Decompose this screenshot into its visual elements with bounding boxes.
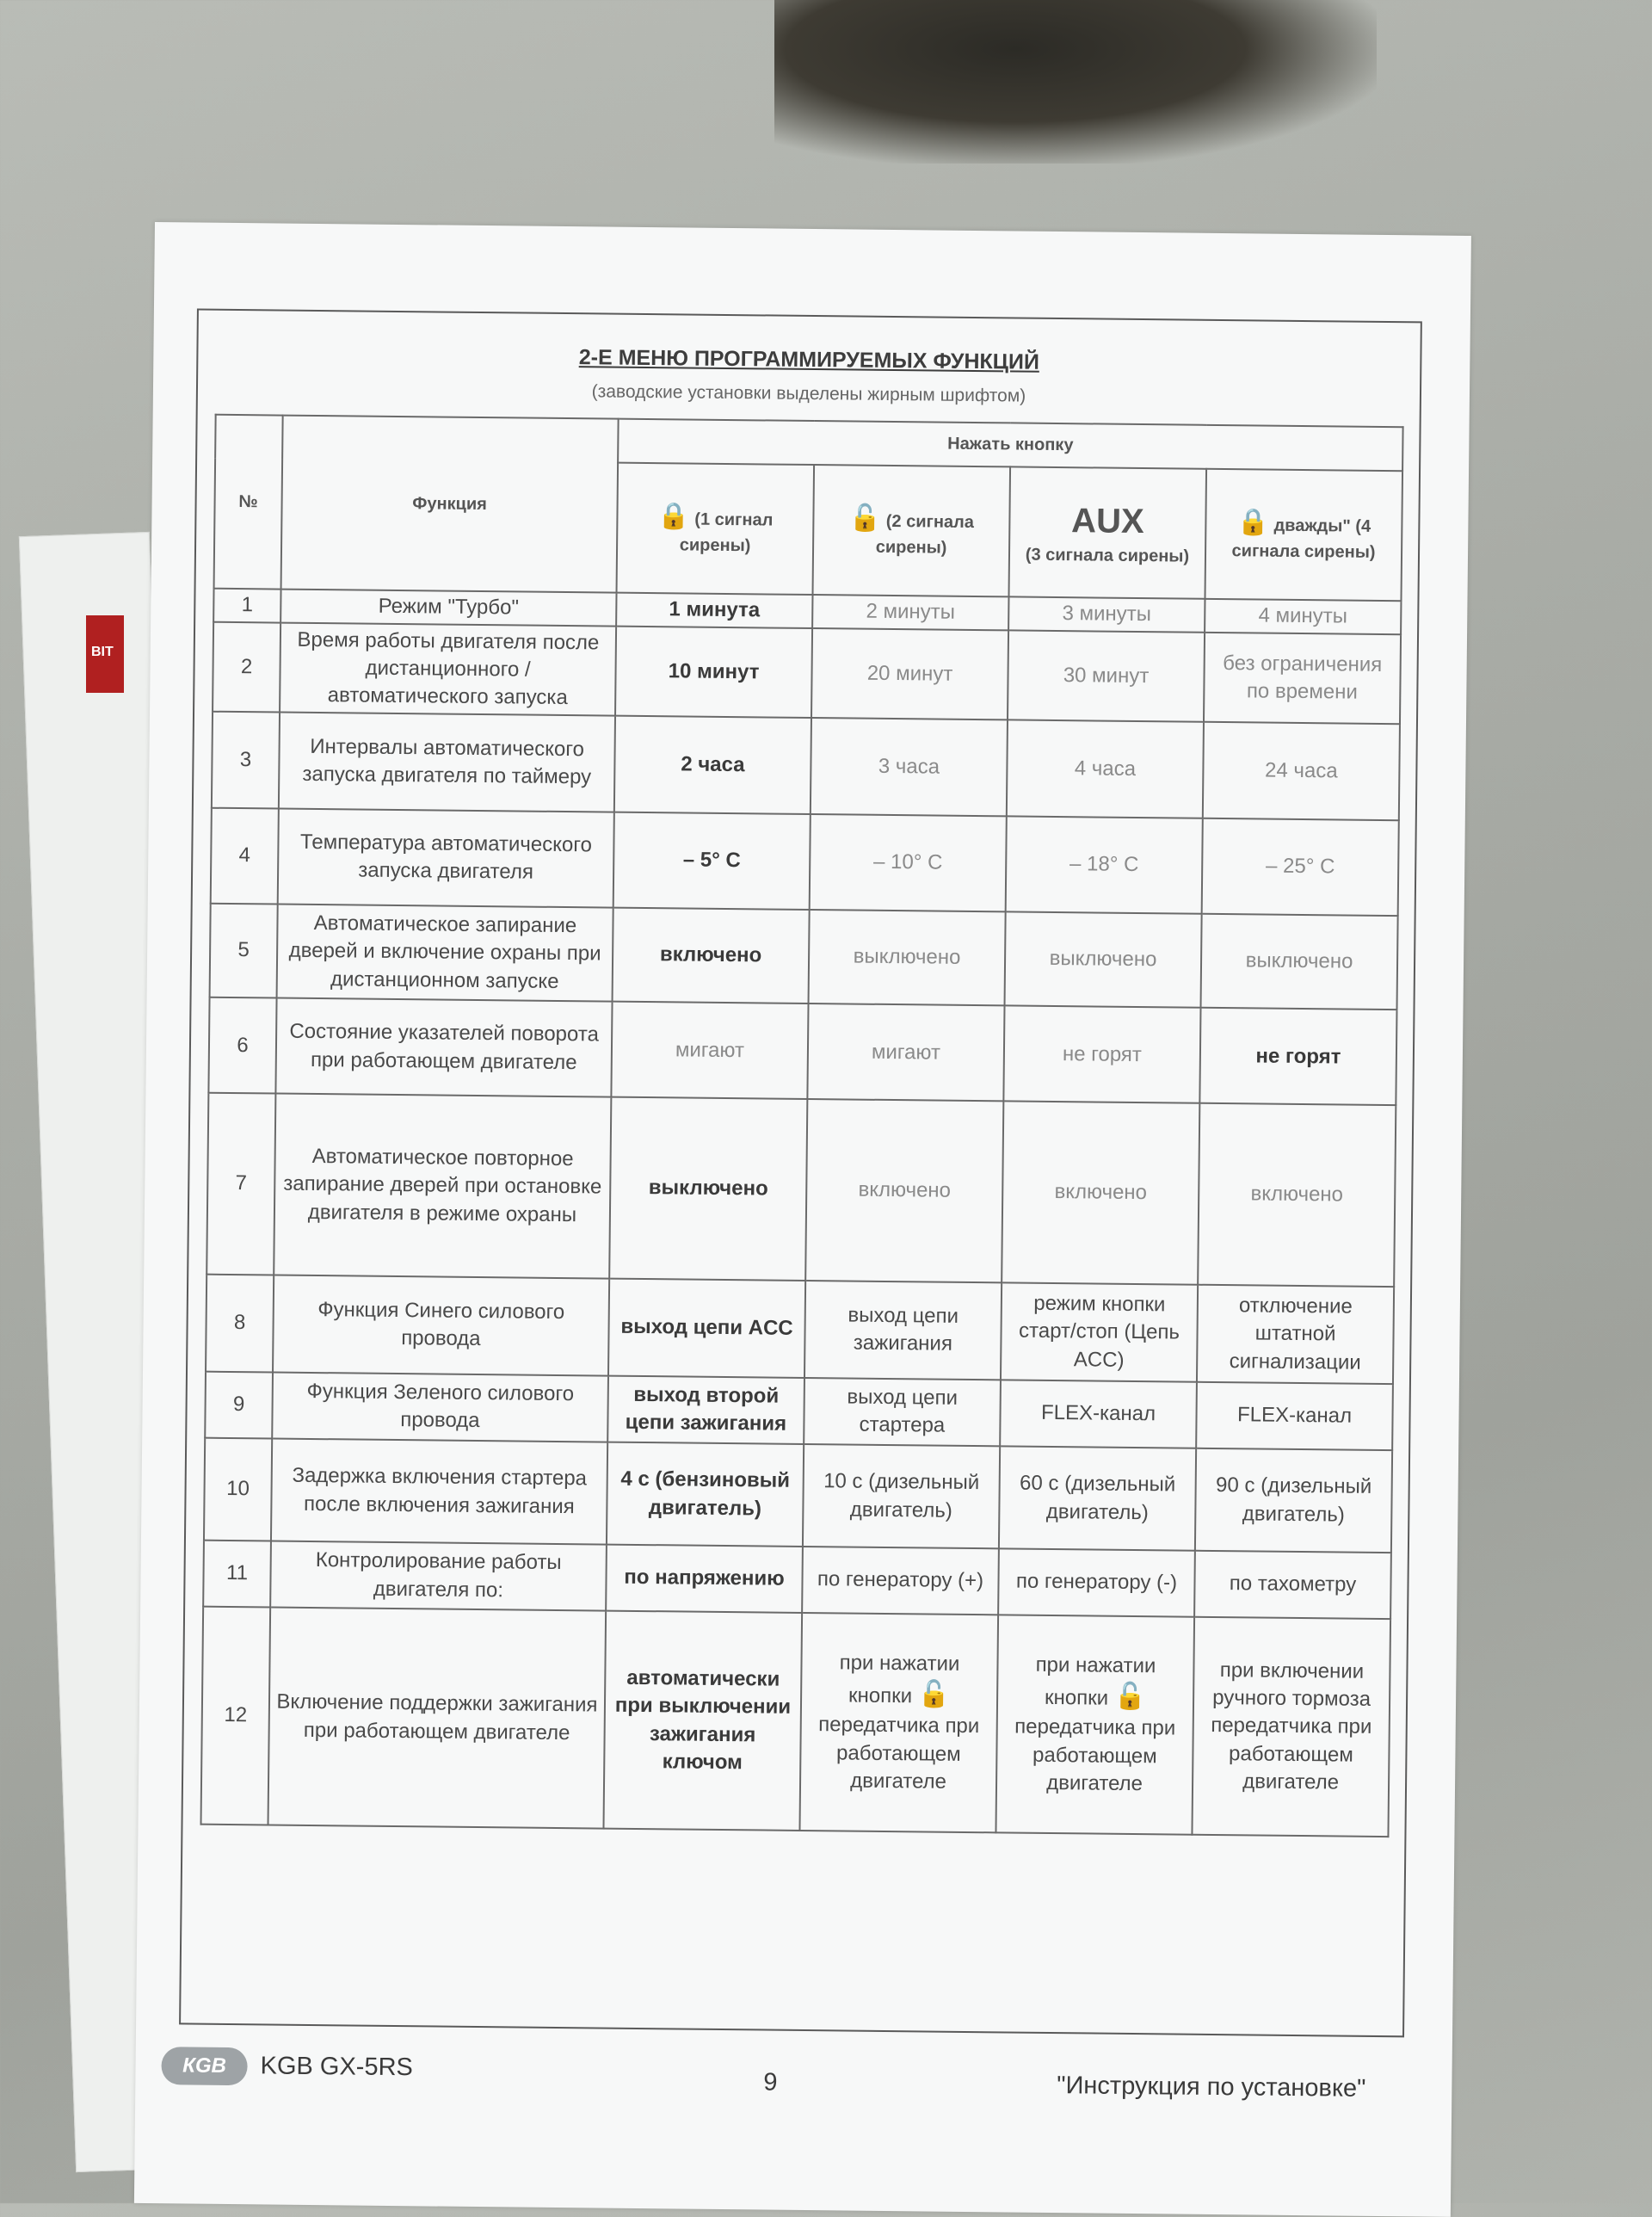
footer-model: KGB GX-5RS <box>260 2052 414 2082</box>
row-value: 90 с (дизельный двигатель) <box>1195 1448 1392 1553</box>
row-value: включено <box>613 908 810 1004</box>
row-value: 30 минут <box>1008 630 1205 722</box>
row-value: – 25° С <box>1202 818 1399 916</box>
row-value: – 5° С <box>613 812 811 910</box>
table-row <box>213 622 1401 725</box>
table-row <box>206 1274 1394 1384</box>
kgb-logo: КGB <box>161 2047 247 2085</box>
red-tag-text: BIT <box>91 645 114 659</box>
row-value: 24 часа <box>1203 722 1400 820</box>
lock-closed-icon: 🔒 <box>1236 507 1270 537</box>
table-row <box>208 997 1396 1106</box>
header-col3 <box>1008 466 1206 599</box>
row-value-word: кнопки <box>848 1683 913 1708</box>
row-num: 5 <box>210 904 278 998</box>
header-col4-label: дважды" (4 сигнала сирены) <box>1231 516 1376 563</box>
row-value: выключено <box>809 910 1006 1006</box>
row-function: Автоматическое запирание дверей и включение охраны при дистанционном запуске <box>277 904 613 1001</box>
row-value: не горят <box>1199 1008 1396 1106</box>
table-row <box>211 807 1399 916</box>
row-value: автоматически при выключении зажигания ключом <box>603 1611 802 1831</box>
page-number: 9 <box>763 2068 778 2097</box>
row-value-line <box>1003 1678 1187 1715</box>
row-value: отключение штатной сигнализации <box>1197 1285 1394 1385</box>
row-num: 11 <box>203 1541 271 1608</box>
row-value: выход цепи ACC <box>608 1278 805 1378</box>
row-value: включено <box>1198 1103 1396 1287</box>
row-function: Задержка включения стартера после включения зажигания <box>271 1438 607 1544</box>
row-value <box>996 1615 1194 1834</box>
row-value: без ограничения по времени <box>1204 633 1401 725</box>
row-num: 4 <box>211 807 279 904</box>
row-value: 4 часа <box>1007 720 1204 818</box>
row-function: Температура автоматического запуска двигателя <box>278 808 614 907</box>
row-num: 6 <box>208 997 276 1094</box>
row-value: выход цепи зажигания <box>804 1281 1002 1380</box>
row-value: 20 минут <box>811 628 1008 720</box>
row-num: 1 <box>213 589 280 623</box>
header-aux: AUX <box>1070 502 1144 540</box>
header-function: Функция <box>281 416 619 593</box>
row-value: 2 часа <box>614 716 811 814</box>
page-subtitle: (заводские установки выделены жирным шрифтом) <box>591 381 1026 406</box>
row-value: выключено <box>1005 911 1202 1008</box>
page-footer <box>161 2047 1401 2111</box>
row-value: выключено <box>609 1097 807 1281</box>
row-value: 4 с (бензиновый двигатель) <box>607 1442 804 1547</box>
header-col1-label: (1 сигнал сирены) <box>679 509 774 556</box>
row-function: Функция Зеленого силового провода <box>272 1373 608 1442</box>
manual-page <box>134 222 1471 2217</box>
row-value: 10 с (дизельный двигатель) <box>803 1444 1000 1549</box>
row-value: мигают <box>807 1004 1004 1102</box>
table-header-row <box>215 415 1402 471</box>
row-value: 4 минуты <box>1205 599 1401 634</box>
row-function: Состояние указателей поворота при работающем двигателе <box>275 998 612 1097</box>
row-value: выход второй цепи зажигания <box>607 1376 804 1444</box>
row-num: 10 <box>204 1438 272 1541</box>
row-value: по тахометру <box>1194 1551 1391 1619</box>
row-value: выключено <box>1201 914 1398 1010</box>
row-value <box>799 1613 998 1832</box>
table-row <box>210 904 1398 1010</box>
row-value-line <box>807 1677 991 1714</box>
row-function: Интервалы автоматического запуска двигателя по таймеру <box>279 713 615 812</box>
row-function: Время работы двигателя после дистанционного / автоматического запуска <box>280 623 616 716</box>
row-value: 60 с (дизельный двигатель) <box>999 1446 1196 1551</box>
row-value-line: передатчика при работающем двигателе <box>1014 1714 1176 1796</box>
row-function: Функция Синего силового провода <box>273 1275 609 1375</box>
header-col4 <box>1205 468 1402 601</box>
row-num: 8 <box>206 1274 274 1372</box>
row-value-line: передатчика при работающем двигателе <box>818 1713 980 1794</box>
row-value: по генератору (+) <box>802 1547 999 1615</box>
row-function: Режим "Турбо" <box>280 590 616 627</box>
row-num: 3 <box>212 712 280 808</box>
row-num: 7 <box>206 1093 275 1275</box>
row-value-line: при нажатии <box>1035 1652 1156 1677</box>
lock-open-icon: 🔓 <box>917 1680 951 1709</box>
page-title: 2-Е МЕНЮ ПРОГРАММИРУЕМЫХ ФУНКЦИЙ <box>578 345 1040 374</box>
table-row <box>206 1093 1396 1287</box>
row-value: не горят <box>1003 1006 1200 1104</box>
row-value: 3 минуты <box>1008 597 1205 633</box>
row-value: 2 минуты <box>812 595 1008 630</box>
table-row <box>201 1607 1391 1837</box>
row-num: 9 <box>205 1372 273 1439</box>
row-function: Автоматическое повторное запирание дверей при остановке двигателя в режиме охраны <box>274 1094 611 1278</box>
row-value: – 10° С <box>810 814 1007 912</box>
header-press-button: Нажать кнопку <box>618 419 1403 471</box>
row-value: включено <box>805 1099 1003 1282</box>
row-value: режим кнопки старт/стоп (Цепь ACC) <box>1001 1282 1198 1382</box>
row-value: при включении ручного тормоза передатчика при работающем двигателе <box>1192 1617 1390 1837</box>
row-value: FLEX-канал <box>1000 1380 1197 1448</box>
row-value: мигают <box>611 1002 808 1100</box>
row-value: включено <box>1002 1102 1199 1285</box>
lock-closed-icon: 🔒 <box>657 501 691 531</box>
header-col2 <box>813 465 1011 597</box>
row-function: Контролирование работы двигателя по: <box>270 1541 607 1611</box>
row-value-line: при нажатии <box>839 1650 960 1676</box>
row-value: 1 минута <box>616 593 812 628</box>
page-frame <box>179 309 1422 2038</box>
table-row <box>212 712 1400 820</box>
background-red-tag <box>86 615 124 693</box>
header-col3-label: (3 сигнала сирены) <box>1025 545 1190 566</box>
row-value: – 18° С <box>1006 816 1203 914</box>
row-value: 10 минут <box>615 627 812 719</box>
header-col1 <box>617 462 815 595</box>
lock-open-icon: 🔓 <box>1113 1682 1147 1712</box>
table-row <box>205 1372 1393 1450</box>
row-value-word: кнопки <box>1044 1685 1109 1710</box>
lock-open-icon: 🔓 <box>848 503 882 533</box>
background-object <box>774 0 1377 164</box>
row-value: по генератору (-) <box>998 1549 1195 1617</box>
row-num: 2 <box>213 622 280 713</box>
row-num: 12 <box>201 1607 271 1825</box>
header-col2-label: (2 сигнала сирены) <box>875 511 975 558</box>
table-row <box>204 1438 1392 1553</box>
header-num: № <box>214 415 283 590</box>
row-value: FLEX-канал <box>1196 1382 1393 1450</box>
row-value: по напряжению <box>606 1545 803 1613</box>
footer-manual-title: "Инструкция по установке" <box>1057 2072 1366 2103</box>
row-value: выход цепи стартера <box>804 1378 1001 1446</box>
table-row <box>203 1541 1391 1619</box>
row-value: 3 часа <box>811 718 1008 816</box>
row-function: Включение поддержки зажигания при работающем двигателе <box>268 1608 607 1829</box>
functions-table <box>200 414 1403 1837</box>
